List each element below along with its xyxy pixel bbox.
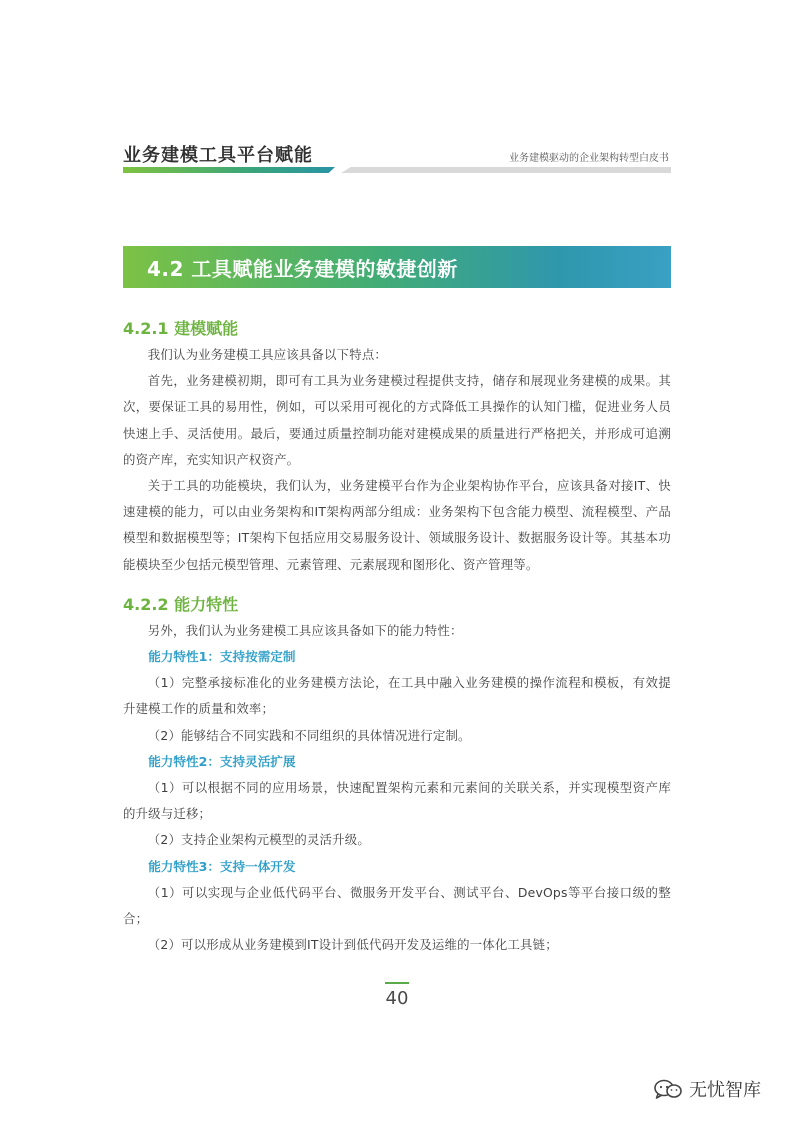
feature-item: （2）可以形成从业务建模到IT设计到低代码开发及运维的一体化工具链； <box>147 937 558 953</box>
header-rule-grey <box>341 167 671 173</box>
feature-item: （1）完整承接标准化的业务建模方法论，在工具中融入业务建模的操作流程和模板，有效提升建模工作的质量和效率； <box>123 675 671 717</box>
feature-item: （1）可以根据不同的应用场景，快速配置架构元素和元素间的关联关系，并实现模型资产库的升级与迁移； <box>123 780 671 822</box>
header-rule <box>123 167 671 173</box>
paragraph: 另外，我们认为业务建模工具应该具备如下的能力特性： <box>147 622 463 638</box>
page-number-text: 40 <box>385 988 409 1009</box>
feature-item: （2）能够结合不同实践和不同组织的具体情况进行定制。 <box>147 727 471 743</box>
paragraph: 首先，业务建模初期，即可有工具为业务建模过程提供支持，储存和展现业务建模的成果。其次，要保证工具的易用性，例如，可以采用可视化的方式降低工具操作的认知门槛，促进业务人员快速上手、灵活使用。最后，要通过质量控制功能对建模成果的质量进行严格把关，并形成可追溯的资产库，充实知识产权资产。 <box>123 373 671 467</box>
page-number-rule <box>385 982 409 984</box>
body-content <box>123 316 671 958</box>
feature-title: 能力特性2：支持灵活扩展 <box>148 753 296 769</box>
feature-item: （1）可以实现与企业低代码平台、微服务开发平台、测试平台、DevOps等平台接口级的整合； <box>123 884 671 927</box>
paragraph: 关于工具的功能模块，我们认为，业务建模平台作为企业架构协作平台，应该具备对接IT、快速建模的能力，可以由业务架构和IT架构两部分组成：业务架构下包含能力模型、流程模型、产品模型和数据模型等；IT架构下包括应用交易服务设计、领域服务设计、数据服务设计等。其基本功能模块至少包括元模型管理、元素管理、元素展现和图形化、资产管理等。 <box>123 478 671 572</box>
page-number <box>384 982 410 1009</box>
feature-title: 能力特性1：支持按需定制 <box>148 649 296 665</box>
wechat-icon <box>653 1078 683 1100</box>
header-rule-green <box>123 167 335 173</box>
subsection-heading: 4.2.2 能力特性 <box>123 594 239 614</box>
feature-item: （2）支持企业架构元模型的灵活升级。 <box>147 832 370 848</box>
section-title: 4.2 工具赋能业务建模的敏捷创新 <box>147 256 458 281</box>
header-subtitle: 业务建模驱动的企业架构转型白皮书 <box>509 153 669 164</box>
paragraph: 我们认为业务建模工具应该具备以下特点： <box>147 347 388 362</box>
header-title: 业务建模工具平台赋能 <box>123 145 313 166</box>
feature-title: 能力特性3：支持一体开发 <box>148 858 296 874</box>
watermark <box>653 1076 761 1102</box>
section-banner <box>123 246 671 288</box>
subsection-heading: 4.2.1 建模赋能 <box>123 319 239 338</box>
watermark-text: 无忧智库 <box>689 1080 761 1101</box>
